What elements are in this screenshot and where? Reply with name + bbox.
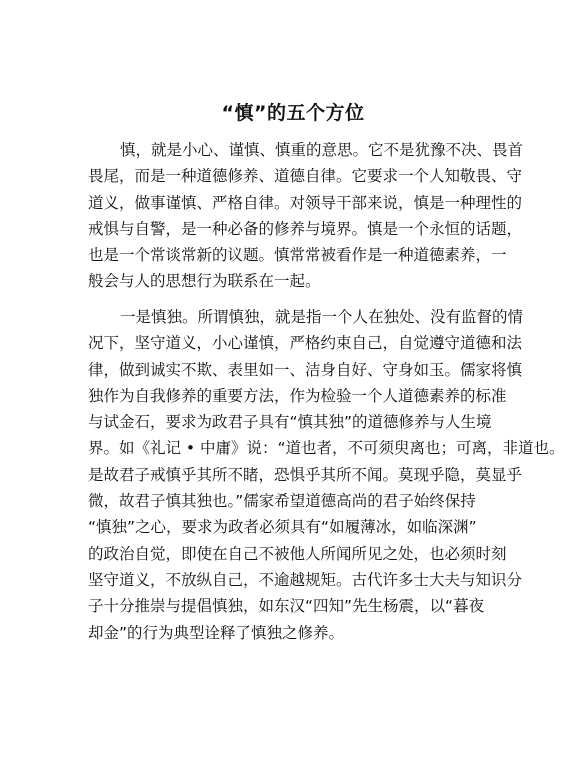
document-title: “慎”的五个方位 [221,102,365,124]
paragraph-line: 一是慎独。所谓慎独，就是指一个人在独处、没有监督的情 [120,308,524,326]
paragraph-line: 却金”的行为典型诠释了慎独之修养。 [88,623,345,642]
paragraph-line: 是故君子戒慎乎其所不睹，恐惧乎其所不闻。莫现乎隐，莫显乎 [88,465,523,484]
paragraph-line: 与试金石，要求为政君子具有“慎其独”的道德修养与人生境 [88,413,492,432]
paragraph-intro [88,137,524,295]
paragraph-shendu [88,304,565,646]
paragraph-line: 况下，坚守道义，小心谨慎，严格约束自己，自觉遵守道德和法 [88,334,523,353]
paragraph-line: 道义，做事谨慎、严格自律。对领导干部来说，慎是一种理性的 [88,193,523,212]
paragraph-line: “慎独”之心，要求为政者必须具有“如履薄冰，如临深渊” [88,518,477,537]
paragraph-line: 畏尾，而是一种道德修养、道德自律。它要求一个人知敬畏、守 [88,167,523,186]
paragraph-line: 律，做到诚实不欺、表里如一、洁身自好、守身如玉。儒家将慎 [88,360,523,379]
paragraph-line: 戒惧与自警，是一种必备的修养与境界。慎是一个永恒的话题， [88,219,523,238]
paragraph-line: 坚守道义，不放纵自己，不逾越规矩。古代许多士大夫与知识分 [88,570,523,589]
paragraph-line: 子十分推崇与提倡慎独，如东汉“四知”先生杨震，以“暮夜 [88,597,485,616]
paragraph-line: 的政治自觉，即使在自己不被他人所闻所见之处，也必须时刻 [88,544,507,563]
paragraph-line: 也是一个常谈常新的议题。慎常常被看作是一种道德素养，一 [88,246,507,265]
paragraph-line: 界。如《礼记 • 中庸》说：“道也者，不可须臾离也；可离，非道也。 [88,439,565,458]
paragraph-line: 般会与人的思想行为联系在一起。 [88,272,321,291]
paragraph-line: 微，故君子慎其独也。”儒家希望道德高尚的君子始终保持 [88,492,476,511]
paragraph-line: 慎，就是小心、谨慎、慎重的意思。它不是犹豫不决、畏首 [120,141,524,159]
paragraph-line: 独作为自我修养的重要方法，作为检验一个人道德素养的标准 [88,386,507,405]
